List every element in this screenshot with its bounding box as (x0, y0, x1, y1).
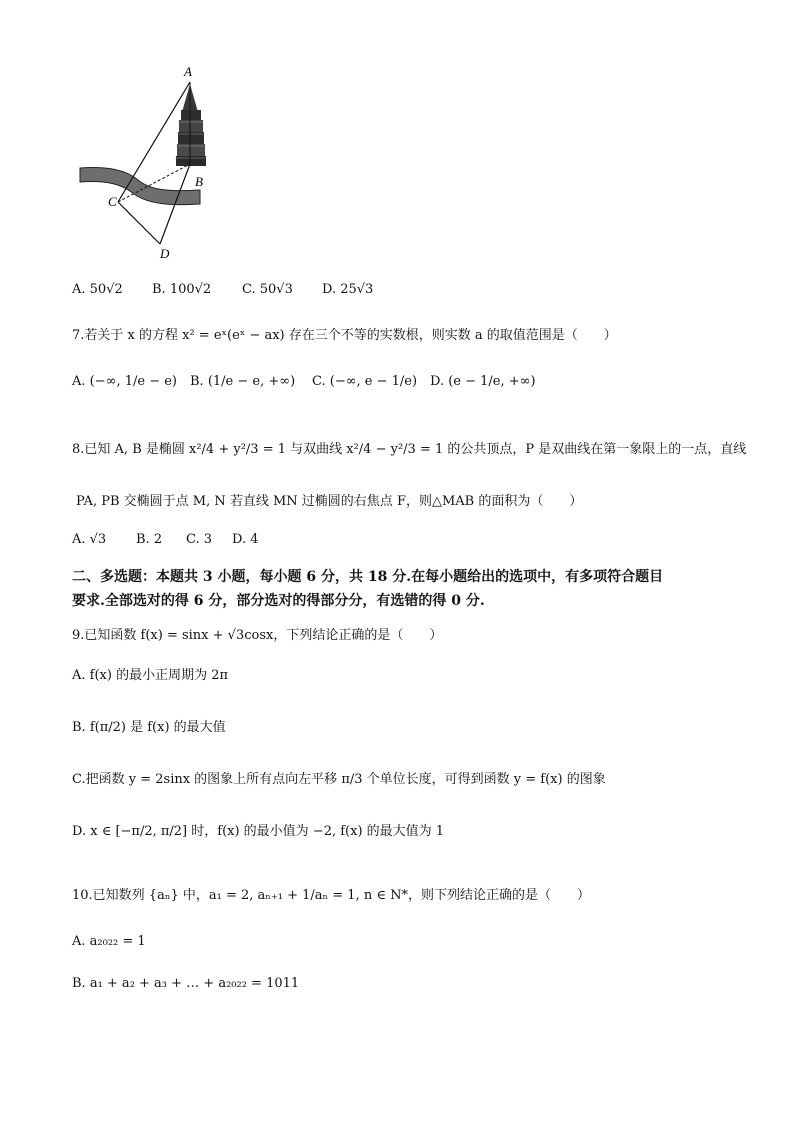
q8-stem-line1: 8.已知 A, B 是椭圆 x²/4 + y²/3 = 1 与双曲线 x²/4 − y²/3 = 1 的公共顶点，P 是双曲线在第一象限上的一点，直线 (72, 442, 747, 457)
q6-option-b: B. 100√2 (152, 282, 212, 297)
q9-stem: 9.已知函数 f(x) = sinx + √3cosx，下列结论正确的是（ ） (72, 628, 443, 643)
q9-option-b: B. f(π/2) 是 f(x) 的最大值 (72, 720, 226, 735)
q9-option-c: C.把函数 y = 2sinx 的图象上所有点向左平移 π/3 个单位长度，可得到函数 y = f(x) 的图象 (72, 772, 606, 787)
q7-option-d: D. (e − 1/e, +∞) (430, 374, 536, 389)
label-B: B (195, 174, 203, 189)
q6-option-c: C. 50√3 (242, 282, 293, 297)
q8-stem-line2: PA, PB 交椭圆于点 M, N 若直线 MN 过椭圆的右焦点 F，则△MAB 的面积为（ ） (76, 494, 583, 509)
label-D: D (160, 246, 170, 261)
q10-stem: 10.已知数列 {aₙ} 中，a₁ = 2, aₙ₊₁ + 1/aₙ = 1, n ∈ N*，则下列结论正确的是（ ） (72, 888, 590, 903)
section2-heading-line1: 二、多选题：本题共 3 小题，每小题 6 分，共 18 分.在每小题给出的选项中，有多项符合题目 (72, 569, 664, 585)
q7-option-c: C. (−∞, e − 1/e) (312, 374, 418, 389)
q6-option-a: A. 50√2 (72, 282, 123, 297)
tower-image (175, 84, 207, 166)
label-A: A (184, 64, 192, 79)
q8-option-c: C. 3 (186, 532, 213, 547)
q8-option-b: B. 2 (136, 532, 163, 547)
q7-option-b: B. (1/e − e, +∞) (190, 374, 296, 389)
q10-option-b: B. a₁ + a₂ + a₃ + … + a₂₀₂₂ = 1011 (72, 976, 300, 991)
q10-option-a: A. a₂₀₂₂ = 1 (72, 934, 146, 949)
q9-option-d: D. x ∈ [−π/2, π/2] 时，f(x) 的最小值为 −2, f(x) 的最大值为 1 (72, 824, 445, 839)
line-CD (118, 202, 160, 244)
label-C: C (108, 194, 117, 209)
section2-heading-line2: 要求.全部选对的得 6 分，部分选对的得部分分，有选错的得 0 分. (72, 593, 485, 609)
q8-option-a: A. √3 (72, 532, 107, 547)
tower-diagram (78, 62, 218, 262)
q6-option-d: D. 25√3 (322, 282, 374, 297)
q7-option-a: A. (−∞, 1/e − e) (72, 374, 177, 389)
q9-option-a: A. f(x) 的最小正周期为 2π (72, 668, 229, 683)
q8-option-d: D. 4 (232, 532, 259, 547)
q7-stem: 7.若关于 x 的方程 x² = eˣ(eˣ − ax) 存在三个不等的实数根，则实数 a 的取值范围是（ ） (72, 328, 617, 343)
